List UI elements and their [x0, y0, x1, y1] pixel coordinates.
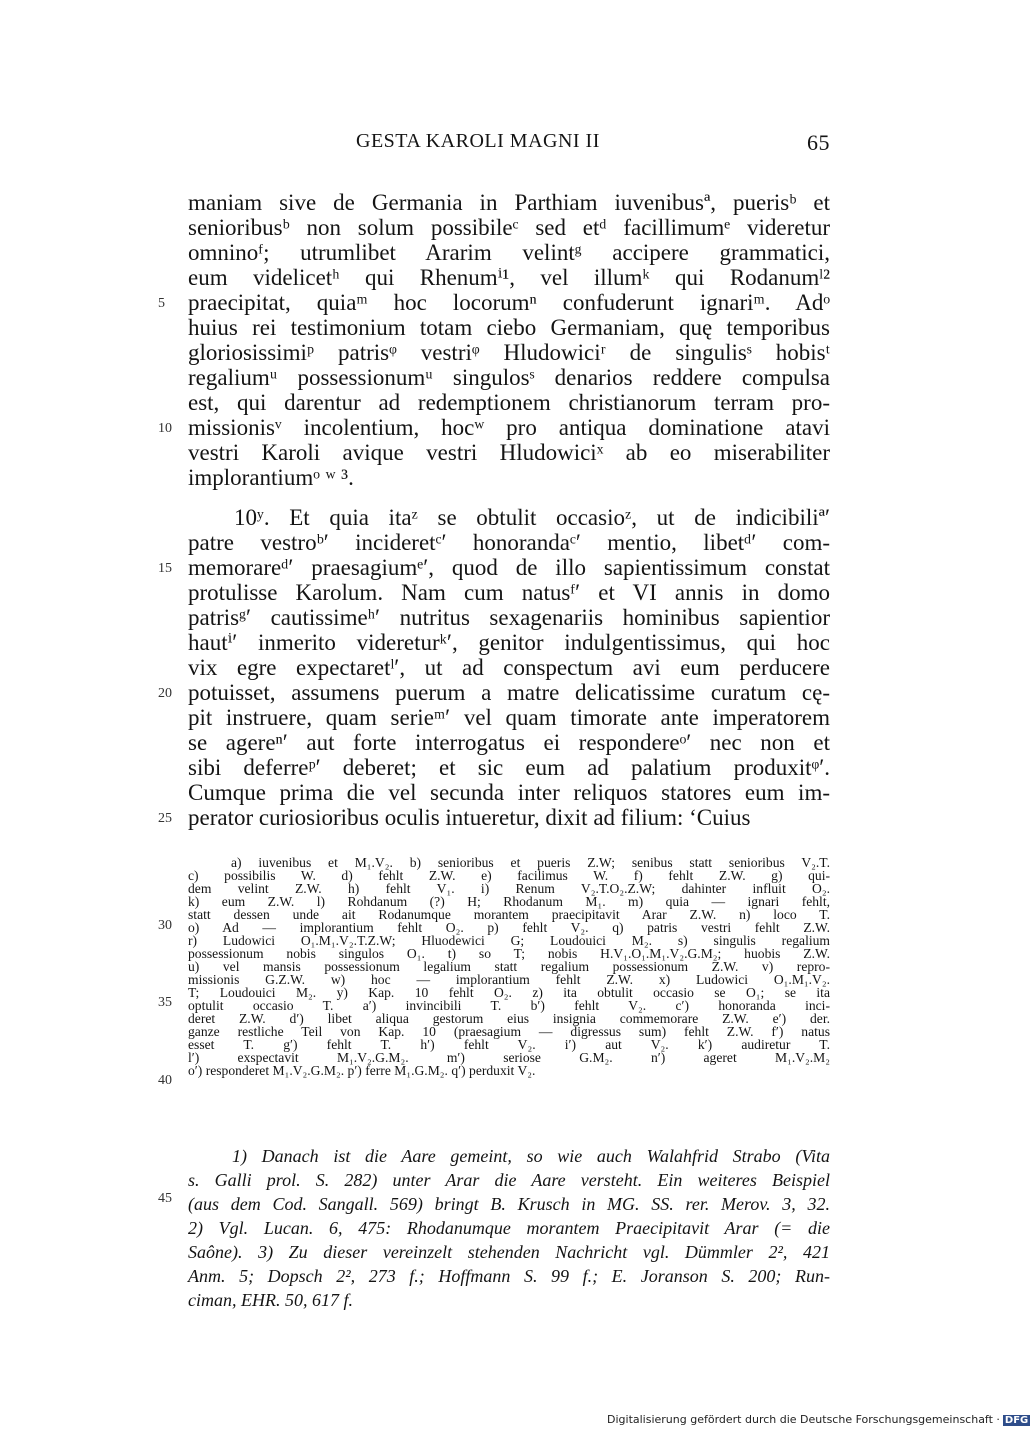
apparatus-line: ganze restliche Teil von Kap. 10 (praesagium — digressus sum) fehlt Z.W. f′) natus: [188, 1024, 830, 1039]
line-number: 15: [158, 561, 172, 576]
apparatus-line: k) eum Z.W. l) Rohdanum (?) H; Rhodanum M₁. m) quia — ignari fehlt,: [188, 894, 830, 909]
text-line: huius rei testimonium totam ciebo Germaniam, quę temporibus: [188, 315, 830, 340]
text-line: sibi deferreᵖ′ deberet; et sic eum ad palatium produxitᵠ′.: [188, 755, 830, 780]
text-line: pit instruere, quam serieᵐ′ vel quam timorate ante imperatorem: [188, 705, 830, 730]
footnote-line: (aus dem Cod. Sangall. 569) bringt B. Krusch in MG. SS. rer. Merov. 3, 32.: [188, 1194, 830, 1214]
critical-apparatus: [188, 856, 830, 1086]
apparatus-line: statt dessen unde ait Rodanumque morantem praecipitavit Arar Z.W. n) loco T.: [188, 907, 830, 922]
apparatus-line: deret Z.W. d′) libet aliqua gestorum eius insignia commemorare Z.W. e′) der.: [188, 1011, 830, 1026]
line-number: 45: [158, 1191, 172, 1206]
footnote-line: ciman, EHR. 50, 617 f.: [188, 1290, 353, 1310]
text-line: 10ʸ. Et quia itaᶻ se obtulit occasioᶻ, ut de indicibiliª′: [234, 505, 830, 530]
page-number: 65: [807, 130, 830, 155]
text-line: implorantiumᵒ ʷ ³.: [188, 465, 354, 490]
text-line: Cumque prima die vel secunda inter reliquos statores eum im-: [188, 780, 830, 805]
text-line: praecipitat, quiaᵐ hoc locorumⁿ confuderunt ignariᵐ. Adᵒ: [188, 290, 830, 315]
running-head-title: GESTA KAROLI MAGNI II: [356, 130, 600, 152]
main-text: [188, 190, 830, 840]
text-line: perator curiosioribus oculis intueretur, dixit ad filium: ‘Cuius: [188, 805, 751, 830]
line-number: 5: [158, 296, 165, 311]
text-line: est, qui darentur ad redemptionem christianorum terram pro-: [188, 390, 830, 415]
text-line: protulisse Karolum. Nam cum natusᶠ′ et VI annis in domo: [188, 580, 830, 605]
apparatus-line: o′) responderet M₁.V₂.G.M₂. p′) ferre M₁.G.M₂. q′) perduxit V₂.: [188, 1063, 536, 1078]
text-line: maniam sive de Germania in Parthiam iuvenibusª, puerisᵇ et: [188, 190, 830, 215]
text-line: eum videlicetʰ qui Rhenumⁱ¹, vel illumᵏ qui Rodanumˡ²: [188, 265, 830, 290]
apparatus-line: a) iuvenibus et M₁.V₂. b) senioribus et pueris Z.W; senibus statt senioribus V₂.T.: [231, 855, 830, 870]
footnote-line: 2) Vgl. Lucan. 6, 475: Rhodanumque morantem Praecipitavit Arar (= die: [188, 1218, 830, 1238]
apparatus-line: T; Loudouici M₂. y) Kap. 10 fehlt O₂. z) ita obtulit occasio se O₁; se ita: [188, 985, 830, 1000]
apparatus-line: u) vel mansis possessionum legalium statt regalium possessionum Z.W. v) repro-: [188, 959, 830, 974]
footnote-line: s. Galli prol. S. 282) unter Arar die Aare versteht. Ein weiteres Beispiel: [188, 1170, 830, 1190]
text-line: se agereⁿ′ aut forte interrogatus ei respondereᵒ′ nec non et: [188, 730, 830, 755]
footnote-line: Saône). 3) Zu dieser vereinzelt stehenden Nachricht vgl. Dümmler 2², 421: [188, 1242, 830, 1262]
line-number: 40: [158, 1073, 172, 1088]
apparatus-line: l′) exspectavit M₁.V₂.G.M₂. m′) seriose G.M₂. n′) ageret M₁.V₂.M₂: [188, 1050, 830, 1065]
footnotes: [188, 1144, 830, 1314]
text-line: vix egre expectaretˡ′, ut ad conspectum avi eum perducere: [188, 655, 830, 680]
text-line: vestri Karoli avique vestri Hludowiciˣ ab eo miserabiliter: [188, 440, 830, 465]
line-number: 35: [158, 995, 172, 1010]
running-head: [188, 130, 830, 160]
text-line: omninoᶠ; utrumlibet Ararim velintᵍ accipere grammatici,: [188, 240, 830, 265]
apparatus-line: possessionum nobis singulos O₁. t) so T; nobis H.V₁.O₁.M₁.V₂.G.M₂; huobis Z.W.: [188, 946, 830, 961]
apparatus-line: dem velint Z.W. h) fehlt V₁. i) Renum V₂.T.O₂.Z.W; dahinter influit O₂.: [188, 881, 830, 896]
apparatus-line: c) possibilis W. d) fehlt Z.W. e) facilimus W. f) fehlt Z.W. g) qui-: [188, 868, 830, 883]
text-line: regaliumᵘ possessionumᵘ singulosˢ denarios reddere compulsa: [188, 365, 830, 390]
footnote-line: Anm. 5; Dopsch 2², 273 f.; Hoffmann S. 99 f.; E. Joranson S. 200; Run-: [188, 1266, 830, 1286]
text-line: potuisset, assumens puerum a matre delicatissime curatum cę-: [188, 680, 830, 705]
text-line: senioribusᵇ non solum possibileᶜ sed etᵈ facillimumᵉ videretur: [188, 215, 830, 240]
credit-text: Digitalisierung gefördert durch die Deutsche Forschungsgemeinschaft ·: [607, 1413, 1000, 1426]
dfg-logo-icon: DFG: [1004, 1415, 1029, 1426]
text-line: patre vestroᵇ′ incideretᶜ′ honorandaᶜ′ mentio, libetᵈ′ com-: [188, 530, 830, 555]
line-number: 20: [158, 686, 172, 701]
text-line: memorareᵈ′ praesagiumᵉ′, quod de illo sapientissimum constat: [188, 555, 830, 580]
digitization-credit: [607, 1413, 1029, 1431]
line-number: 25: [158, 811, 172, 826]
apparatus-line: esset T. g′) fehlt T. h′) fehlt V₂. i′) aut V₂. k′) audiretur T.: [188, 1037, 830, 1052]
footnote-line: 1) Danach ist die Aare gemeint, so wie auch Walahfrid Strabo (Vita: [232, 1146, 830, 1166]
apparatus-line: optulit occasio T. a′) invincibili T. b′) fehlt V₂. c′) honoranda inci-: [188, 998, 830, 1013]
text-line: missionisᵛ incolentium, hocʷ pro antiqua dominatione atavi: [188, 415, 830, 440]
line-number: 10: [158, 421, 172, 436]
text-line: hautⁱ′ inmerito videreturᵏ′, genitor indulgentissimus, qui hoc: [188, 630, 830, 655]
apparatus-line: missionis G.Z.W. w) hoc — implorantium fehlt Z.W. x) Ludowici O₁.M₁.V₂.: [188, 972, 830, 987]
apparatus-line: o) Ad — implorantium fehlt O₂. p) fehlt V₂. q) patris vestri fehlt Z.W.: [188, 920, 830, 935]
text-line: gloriosissimiᵖ patrisᵠ vestriᵠ Hludowiciʳ de singulisˢ hobisᵗ: [188, 340, 830, 365]
line-number: 30: [158, 918, 172, 933]
apparatus-line: r) Ludowici O₁.M₁.V₂.T.Z.W; Hluodewici G; Loudouici M₂. s) singulis regalium: [188, 933, 830, 948]
text-line: patrisᵍ′ cautissimeʰ′ nutritus sexagenariis hominibus sapientior: [188, 605, 830, 630]
